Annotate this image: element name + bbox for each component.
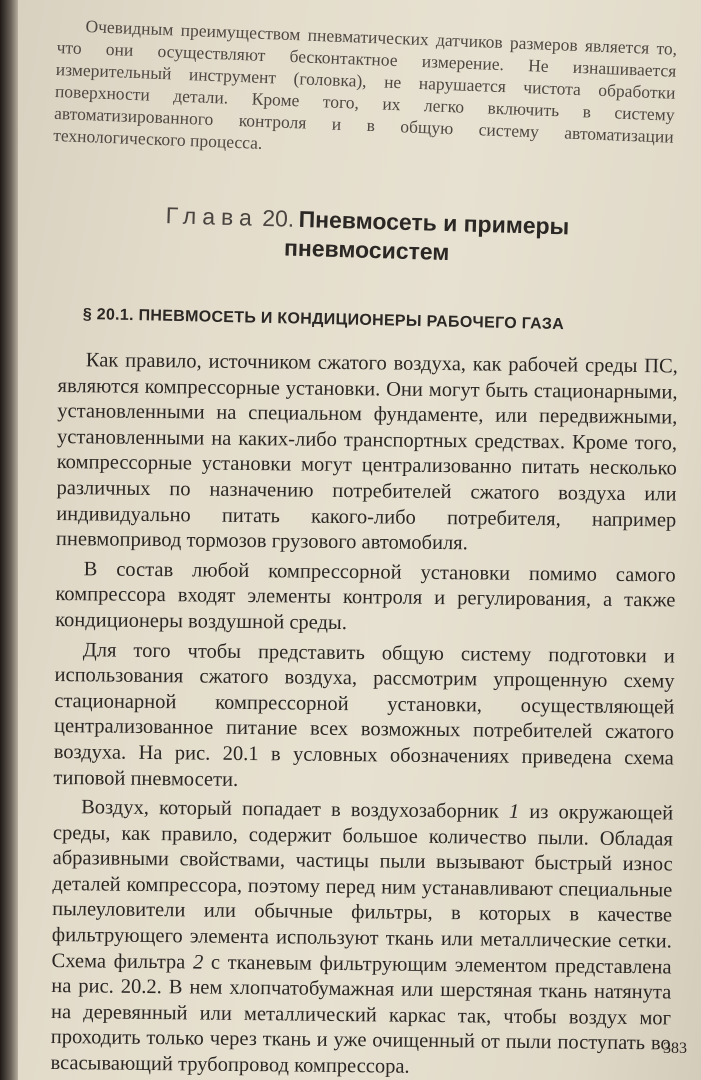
page-number: 383 xyxy=(663,1040,687,1057)
chapter-title-line1: Пневмосеть и примеры xyxy=(298,205,570,240)
book-spine-shadow xyxy=(0,0,18,1080)
chapter-number: 20. xyxy=(261,204,295,232)
body-paragraph-2: В состав любой компрессорной установки помимо самого компрессора входят элементы контроля и регулирования, а также кондиционеры воздушной среды. xyxy=(55,558,676,634)
intro-paragraph-block xyxy=(53,14,678,170)
figure-ref-2: 2 xyxy=(192,951,204,974)
body-paragraph-4-part3: с тканевым фильтрующим элементом представлена на рис. 20.2. В нем хлопчатобумажная или шерстяная ткань натянута на деревянный или металлический каркас так, чтобы воздух мог проходить только через ткань и уже очищенный от пыли поступать во всасывающий трубопровод компрессора. xyxy=(50,951,672,1078)
book-page xyxy=(18,0,701,1080)
figure-ref-1: 1 xyxy=(508,800,520,823)
body-text xyxy=(50,348,678,1080)
body-paragraph-4-part2: из окружающей среды, как правило, содержит большое количество пыли. Обладая абразивными свойствами, частицы пыли вызывают быстрый износ деталей компрессора, поэтому перед ним устанавливают специальные пылеуловители или обычные фильтры, в которых в качестве фильтрующего элемента используют ткань или металлические сетки. Схема фильтра xyxy=(51,800,674,974)
body-paragraph-4 xyxy=(50,795,673,1080)
chapter-word: Глава xyxy=(165,202,259,231)
body-paragraph-4-part1: Воздух, который попадает в воздухозаборник xyxy=(81,796,510,823)
chapter-heading xyxy=(86,200,647,272)
intro-paragraph: Очевидным преимуществом пневматических датчиков размеров является то, что они осуществляют бесконтактное измерение. Не изнашивается измерительный инструмент (головка), не нарушается чистота обработки поверхности детали. Кроме того, их легко включить в систему автоматизированного контроля и в общую систему автоматизации технологического процесса. xyxy=(52,16,678,153)
chapter-title-line2: пневмосистем xyxy=(283,234,450,266)
body-paragraph-3: Для того чтобы представить общую систему подготовки и использования сжатого воздуха, рассмотрим упрощенную схему стационарной компрессорной установки, осуществляющей централизованное питание всех возможных потребителей сжатого воздуха. На рис. 20.1 в условных обозначениях приведена схема типовой пневмосети. xyxy=(53,638,675,791)
section-heading: § 20.1. ПНЕВМОСЕТЬ И КОНДИЦИОНЕРЫ РАБОЧЕГО ГАЗА xyxy=(82,306,565,334)
body-paragraph-1: Как правило, источником сжатого воздуха, как рабочей среды ПС, являются компрессорные установки. Они могут быть стационарными, установленными на специальном фундаменте, или передвижными, установленными на каких-либо транспортных средствах. Кроме того, компрессорные установки могут централизованно питать несколько различных по назначению потребителей сжатого воздуха или индивидуально питать какого-либо потребителя, например пневмопривод тормозов грузового автомобиля. xyxy=(55,349,678,555)
